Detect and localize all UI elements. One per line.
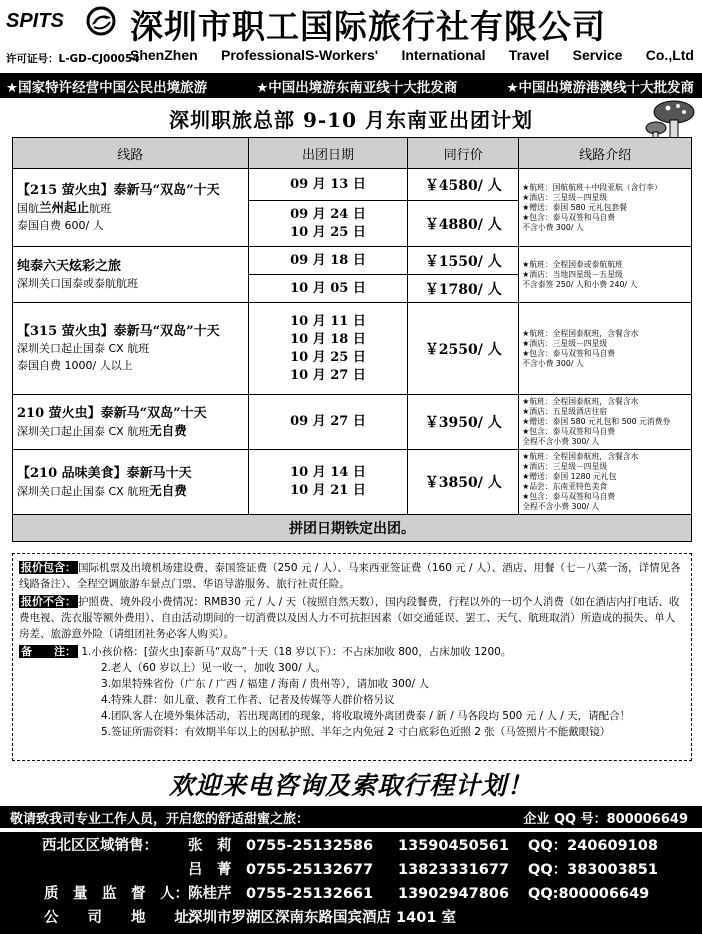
- departure-date: 10 月 11 日: [290, 313, 366, 329]
- route-title: 【315 萤火虫】泰新马“双岛”十天: [17, 324, 220, 339]
- departure-date: 10 月 21 日: [290, 483, 366, 498]
- route-flight-suffix: 航班: [89, 201, 112, 215]
- contact-name: 张 莉: [188, 838, 232, 854]
- price-cell: ￥1550/ 人: [408, 247, 519, 275]
- price-cell: ￥3950/ 人: [408, 395, 519, 450]
- includes-text: 国际机票及出境机场建设费、泰国签证费（250 元 / 人）、马来西亚签证费（160 元 / 人）、酒店、用餐（七－八菜一汤，详情见各线路备注）、全程空调旅游车景点门票、华语导游服务、旅行社责任险。: [19, 562, 681, 590]
- invite-bar: [0, 806, 702, 828]
- intro-line: 不含小费 300/ 人: [522, 358, 584, 368]
- intro-line: 全程不含小费 300/ 人: [522, 437, 600, 446]
- logo-text: SPITS: [6, 10, 64, 32]
- intro-line: ★酒店：当地四星级－五星级: [522, 269, 623, 279]
- table-row: [13, 247, 692, 275]
- remark-item: 3.如果特殊省份（广东 / 广西 / 福建 / 海南 / 贵州等），请加收 300/ 人: [101, 678, 429, 690]
- departure-dates: [248, 275, 408, 303]
- column-header: 同行价: [408, 138, 519, 169]
- guaranteed-departure-note: 拼团日期铁定出团。: [13, 515, 692, 542]
- route-cell: [13, 169, 249, 247]
- company-name-en: [130, 47, 694, 63]
- company-en-word: International: [401, 47, 486, 63]
- intro-line: ★酒店：三星级－四星级: [522, 462, 608, 471]
- departure-dates: [248, 169, 408, 201]
- intro-line: ★包含：泰马双签和马自费: [522, 348, 615, 358]
- welcome-slogan: 欢迎来电咨询及索取行程计划！: [168, 771, 533, 800]
- route-intro: [519, 303, 692, 395]
- enterprise-qq: 企业 QQ 号：800006649: [523, 811, 688, 827]
- company-en-word: Service: [572, 47, 623, 63]
- departure-date: 09 月 18 日: [290, 252, 366, 268]
- intro-line: ★酒店：三星级－四星级: [522, 338, 608, 348]
- departure-dates: [248, 247, 408, 275]
- route-cell: [13, 303, 249, 395]
- price-cell: ￥1780/ 人: [408, 275, 519, 303]
- price-cell: ￥3850/ 人: [408, 450, 519, 515]
- route-note: 深圳关口起止国泰 CX 航班: [17, 424, 150, 438]
- contact-name: 陈桂芹: [188, 886, 232, 902]
- intro-line: ★包含：泰马双签和马自费: [522, 427, 615, 436]
- departure-date: 09 月 24 日: [290, 206, 366, 222]
- price-cell: ￥2550/ 人: [408, 303, 519, 395]
- intro-line: 不含泰签 250/ 人和小费 240/ 人: [522, 279, 638, 289]
- intro-line: ★赠送：泰国 580 元礼包和 500 元消费券: [522, 417, 671, 426]
- contact-qq: QQ：383003851: [528, 862, 658, 878]
- remark-item: 2.老人（60 岁以上）见一收一，加收 300/ 人。: [101, 662, 326, 674]
- column-header: 线路: [13, 138, 249, 169]
- route-cell: [13, 395, 249, 450]
- route-title: 【210 品味美食】泰新马十天: [17, 465, 192, 481]
- route-title: 210 萤火虫】泰新马“双岛”十天: [17, 405, 207, 421]
- no-extra-cost-tag: 无自费: [149, 482, 187, 498]
- intro-line: ★航班：国航航班＋中段亚航（含行李）: [522, 182, 662, 192]
- remark-item: 1.小孩价格：[萤火虫]泰新马“双岛”十天（18 岁以下）：不占床加收 800，占床加收 1200。: [81, 646, 512, 658]
- plan-title: 深圳职旅总部 9-10 月东南亚出团计划: [169, 108, 533, 132]
- route-title: 【215 萤火虫】泰新马“双岛”十天: [17, 182, 220, 198]
- table-row: [13, 450, 692, 515]
- invite-text: 敬请致我司专业工作人员，开启您的舒适甜蜜之旅：: [10, 811, 310, 827]
- route-intro: [519, 169, 692, 247]
- departure-date: 10 月 14 日: [290, 465, 366, 480]
- remarks-label: 备 注：: [21, 645, 76, 658]
- company-en-word: Travel: [508, 47, 550, 63]
- intro-line: ★航班：全程国泰或泰航航班: [522, 259, 623, 269]
- column-header: 线路介绍: [519, 138, 692, 169]
- route-note: 泰国自费 600/ 人: [17, 218, 104, 232]
- route-note: 深圳关口起止国泰 CX 航班: [17, 484, 150, 498]
- intro-line: ★赠送：泰国 580 元礼包套餐: [522, 202, 628, 212]
- route-flight: 国航: [17, 201, 39, 215]
- route-intro: [519, 395, 692, 450]
- departure-dates: [248, 450, 408, 515]
- excludes-text: 护照费、境外段小费情况：RMB30 元 / 人 / 天（按照自然天数），国内段餐费，行程以外的一切个人消费（如在酒店内打电话、收费电视、洗衣服等额外费用）、自由活动期间的一切消费以及因人力不可抗拒因素（如交通延误、罢工、天气、航班取消）所造成的损失、单人房差、旅游意外险（请组团社务必客人购买）。: [19, 596, 680, 640]
- contact-panel: [0, 832, 702, 934]
- table-row: [13, 303, 692, 395]
- route-note: 泰国自费 1000/ 人以上: [17, 359, 133, 372]
- route-origin: 兰州起止: [39, 199, 90, 215]
- intro-line: 不含小费 300/ 人: [522, 222, 584, 232]
- company-en-word: ProfessionalS-Workers': [221, 47, 379, 63]
- banner-item: ★中国出境游东南亚线十大批发商: [256, 79, 458, 96]
- company-address: 深圳市罗湖区深南东路国宾酒店 1401 室: [188, 910, 456, 926]
- column-header: 出团日期: [248, 138, 408, 169]
- remark-item: 5.签证所需资料：有效期半年以上的因私护照、半年之内免冠 2 寸白底彩色近照 2 张（马签照片不能戴眼镜）: [101, 726, 611, 738]
- contact-mobile: 13823331677: [398, 862, 509, 878]
- route-note: 深圳关口国泰或泰航航班: [17, 276, 138, 290]
- price-cell: ￥4880/ 人: [408, 201, 519, 247]
- company-logo-icon: [86, 6, 116, 36]
- departure-date: 10 月 18 日: [290, 331, 366, 347]
- contact-qq: QQ:800006649: [528, 886, 650, 902]
- table-row: [13, 395, 692, 450]
- departure-date: 10 月 27 日: [290, 367, 366, 383]
- excludes-label: 报价不含：: [21, 595, 76, 608]
- departure-date: 10 月 25 日: [290, 349, 366, 365]
- accreditation-banner: [0, 73, 702, 98]
- tour-schedule-table: [12, 137, 692, 542]
- contact-name: 吕 菁: [188, 862, 232, 878]
- company-en-word: Co.,Ltd: [645, 47, 694, 63]
- intro-line: ★赠送：泰国 1280 元礼包: [522, 472, 617, 481]
- company-en-word: ShenZhen: [130, 47, 198, 63]
- intro-line: 全程不含小费 300/ 人: [522, 502, 600, 511]
- contact-phone: 0755-25132661: [246, 886, 374, 902]
- departure-date: 09 月 27 日: [290, 414, 366, 429]
- contact-mobile: 13590450561: [398, 838, 509, 854]
- table-footer-row: [13, 515, 692, 542]
- route-intro: [519, 450, 692, 515]
- route-note: 深圳关口起止国泰 CX 航班: [17, 342, 150, 355]
- contact-label: 西北区区域销售：: [42, 838, 158, 854]
- pricing-notes: [12, 553, 692, 761]
- departure-dates: [248, 201, 408, 247]
- intro-line: ★航班：全程国泰航班，含餐含水: [522, 328, 639, 338]
- departure-dates: [248, 395, 408, 450]
- banner-item: ★中国出境游港澳线十大批发商: [506, 79, 694, 96]
- intro-line: ★酒店：五星级酒店住宿: [522, 407, 608, 416]
- contact-mobile: 13902947806: [398, 886, 509, 902]
- intro-line: ★包含：泰马双签和马自费: [522, 492, 615, 501]
- departure-dates: [248, 303, 408, 395]
- intro-line: ★包含：泰马双签和马自费: [522, 212, 615, 222]
- departure-date: 10 月 05 日: [290, 280, 366, 296]
- table-row: [13, 169, 692, 201]
- route-cell: [13, 247, 249, 303]
- company-name-cn: 深圳市职工国际旅行社有限公司: [130, 7, 606, 46]
- contact-label: 公 司 地 址：: [44, 910, 204, 926]
- intro-line: ★航班：全程国泰航班，含餐含水: [522, 452, 639, 461]
- price-cell: ￥4580/ 人: [408, 169, 519, 201]
- remark-item: 4.特殊人群：如儿童、教育工作者、记者及传媒等人群价格另议: [101, 694, 395, 706]
- intro-line: ★品尝：东南亚特色美食: [522, 482, 608, 491]
- route-intro: [519, 247, 692, 303]
- intro-line: ★航班：全程国泰航班，含餐含水: [522, 397, 639, 406]
- departure-date: 09 月 13 日: [290, 176, 366, 192]
- contact-phone: 0755-25132677: [246, 862, 374, 878]
- table-header-row: [13, 138, 692, 169]
- banner-item: ★国家特许经营中国公民出境旅游: [6, 79, 208, 96]
- route-title: 纯泰六天炫彩之旅: [17, 258, 122, 274]
- includes-label: 报价包含：: [21, 561, 76, 574]
- license-number: 许可证号：L-GD-CJ00054: [6, 53, 140, 65]
- intro-line: ★酒店：三星级－四星级: [522, 192, 608, 202]
- contact-label: 质 量 监 督 人：: [44, 886, 189, 902]
- departure-date: 10 月 25 日: [290, 224, 366, 240]
- remark-item: 4.团队客人在境外集体活动，若出现离团的现象，将收取境外离团费泰 / 新 / 马各段均 500 元 / 人 / 天，请配合！: [101, 710, 631, 722]
- no-extra-cost-tag: 无自费: [149, 422, 187, 438]
- contact-phone: 0755-25132586: [246, 838, 374, 854]
- route-cell: [13, 450, 249, 515]
- contact-qq: QQ：240609108: [528, 838, 658, 854]
